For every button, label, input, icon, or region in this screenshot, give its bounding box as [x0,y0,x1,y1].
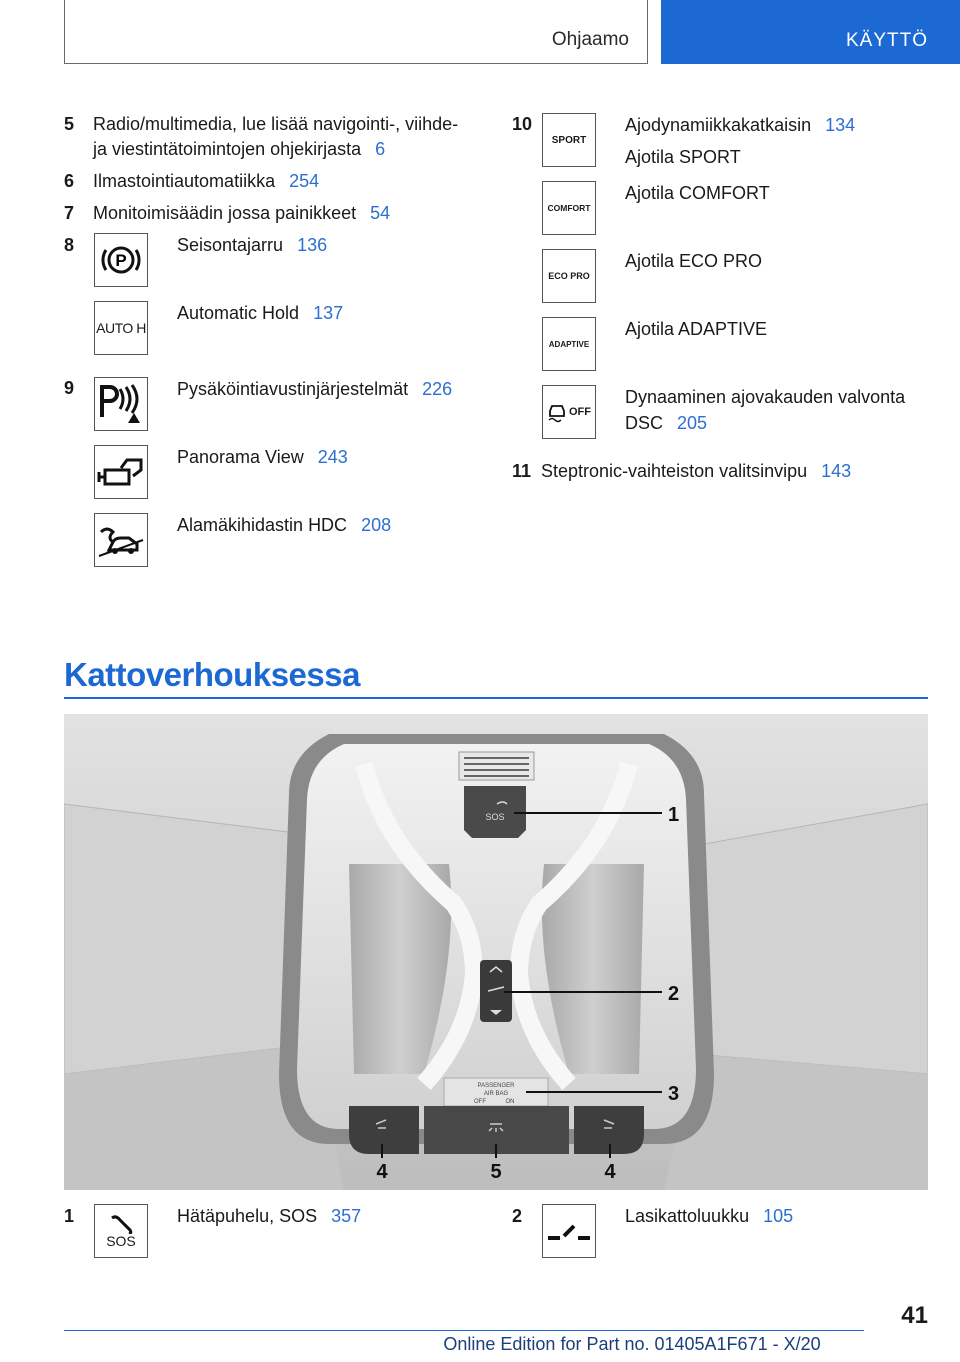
list-item [177,300,343,326]
callout-4: 4 [376,1161,388,1183]
page-link[interactable]: 6 [375,139,386,159]
item-text: Ajotila ADAPTIVE [625,319,768,339]
item-text: Ilmastointiautomatiikka [93,171,276,191]
camera-icon [94,445,148,499]
sport-button-icon: SPORT [542,113,596,167]
comfort-button-icon: COMFORT [542,181,596,235]
list-item [625,180,770,206]
item-text: Lasikattoluukku [625,1206,750,1226]
page-link[interactable]: 143 [821,461,852,481]
callout-5: 5 [490,1161,502,1183]
roof-console-photo [64,714,928,1190]
list-item [177,376,452,402]
item-text: Pysäköintiavustinjärjestelmät [177,379,409,399]
item-number: 8 [64,235,75,255]
section-heading: Kattoverhouksessa [64,656,360,693]
list-item [177,232,327,258]
item-text: Ajotila SPORT [625,147,741,167]
page-link[interactable]: 208 [361,515,392,535]
item-number: 7 [64,203,75,223]
item-number: 6 [64,171,75,191]
list-item [625,248,762,274]
page-number: 41 [901,1302,928,1329]
list-item [625,384,905,436]
footer-text: Online Edition for Part no. 01405A1F671 - X/20 [443,1334,821,1354]
svg-text:PASSENGER: PASSENGER [477,1083,515,1089]
eco-pro-button-icon: ECO PRO [542,249,596,303]
svg-text:OFF: OFF [474,1099,486,1105]
callout-3: 3 [668,1083,680,1105]
item-text: Automatic Hold [177,303,300,323]
svg-text:ON: ON [505,1099,515,1105]
section-rule [64,697,928,699]
item-text: Radio/multimedia, lue lisää navigointi-, viihde- [93,114,459,134]
item-text: Panorama View [177,447,304,467]
list-item [177,1203,361,1229]
page-link[interactable]: 226 [422,379,453,399]
list-item [625,112,855,170]
callout-4: 4 [604,1161,616,1183]
callout-2: 2 [668,983,680,1005]
item-text: Seisontajarru [177,235,284,255]
item-text: Hätäpuhelu, SOS [177,1206,318,1226]
callout-1: 1 [668,804,680,826]
item-number: 9 [64,378,75,398]
item-text: Steptronic-vaihteiston valitsinvipu [541,461,808,481]
adaptive-button-icon: ADAPTIVE [542,317,596,371]
list-item [177,512,391,538]
item-text: DSC [625,413,664,433]
svg-text:SOS: SOS [485,812,505,822]
item-number: 11 [512,461,532,481]
list-item [93,201,390,226]
item-number: 5 [64,114,75,134]
park-distance-icon [94,377,148,431]
list-item [177,444,348,470]
sos-icon: SOS [94,1204,148,1258]
header-section-box [64,0,648,64]
item-text: Ajotila ECO PRO [625,251,763,271]
parking-brake-icon [94,233,148,287]
item-text: Ajodynamiikkakatkaisin [625,115,812,135]
page-link[interactable]: 243 [317,447,348,467]
item-number: 2 [512,1206,523,1226]
item-text: Dynaaminen ajovakauden valvonta [625,387,906,407]
item-number: 1 [64,1206,75,1226]
item-text: Ajotila COMFORT [625,183,770,203]
item-text: ja viestintätoimintojen ohjekirjasta [93,139,362,159]
list-item [93,112,458,162]
sunroof-icon [542,1204,596,1258]
item-text: Alamäkihidastin HDC [177,515,348,535]
list-item [625,1203,793,1229]
page-link[interactable]: 105 [763,1206,794,1226]
auto-hold-icon: AUTO H [94,301,148,355]
footer-rule [64,1330,864,1331]
hill-descent-icon [94,513,148,567]
page-link[interactable]: 254 [289,171,320,191]
page-link[interactable]: 205 [677,413,708,433]
item-text: Monitoimisäädin jossa painikkeet [93,203,357,223]
page-link[interactable]: 134 [825,115,856,135]
page-link[interactable]: 136 [297,235,328,255]
page-link[interactable]: 357 [331,1206,362,1226]
section-title: Ohjaamo [551,29,629,50]
header-chapter-box [661,0,960,64]
svg-text:AIR BAG: AIR BAG [483,1091,509,1097]
dsc-off-icon: OFF [542,385,596,439]
list-item [93,169,319,194]
list-item [625,316,767,342]
list-item [541,459,851,484]
page-link[interactable]: 54 [370,203,391,223]
svg-text:P: P [115,251,127,270]
page-link[interactable]: 137 [313,303,344,323]
chapter-title: KÄYTTÖ [845,30,928,51]
item-number: 10 [512,114,533,134]
